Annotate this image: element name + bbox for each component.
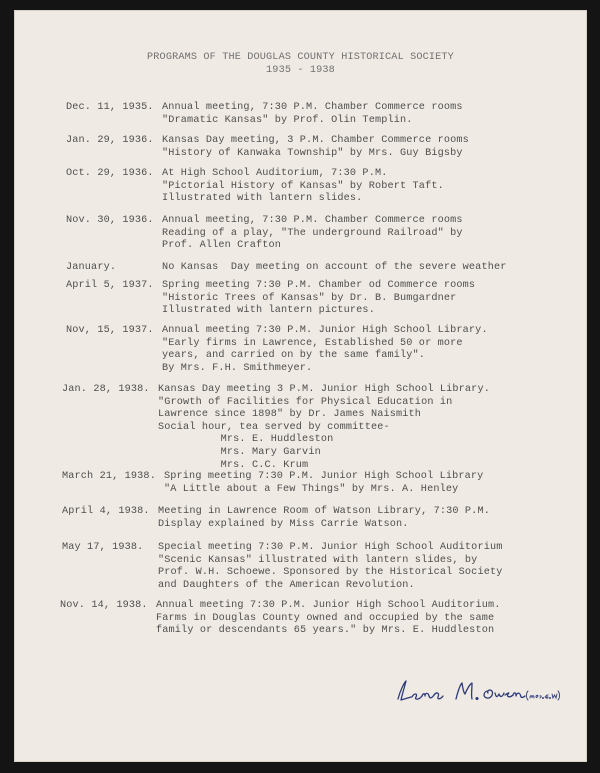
- entry-date: Jan. 28, 1938.: [62, 384, 150, 395]
- entry-line: Annual meeting, 7:30 P.M. Chamber Commerce rooms: [162, 215, 463, 226]
- entry-line: Prof. Allen Crafton: [162, 240, 282, 252]
- entry-line: family or descendants 65 years." by Mrs. E. Huddleston: [156, 625, 495, 637]
- entry-line: Illustrated with lantern pictures.: [162, 305, 375, 317]
- entry-line: "History of Kanwaka Township" by Mrs. Guy Bigsby: [162, 147, 463, 159]
- entry-date: January.: [66, 262, 117, 273]
- entry-date: Nov, 15, 1937.: [66, 325, 154, 336]
- program-entry: [66, 135, 469, 160]
- entry-date: Oct. 29, 1936.: [66, 168, 154, 179]
- entry-date: Nov. 14, 1938.: [60, 600, 148, 611]
- handwritten-signature: [392, 673, 562, 711]
- entry-date: Jan. 29, 1936.: [66, 135, 154, 146]
- entry-line: "Early firms in Lawrence, Established 50 or more: [162, 337, 463, 349]
- entry-line: Mrs. C.C. Krum: [158, 459, 309, 471]
- entry-line: "Growth of Facilities for Physical Education in: [158, 396, 453, 408]
- entry-line: Kansas Day meeting, 3 P.M. Chamber Commerce rooms: [162, 135, 469, 146]
- entry-line: Prof. W.H. Schoewe. Sponsored by the Historical Society: [158, 567, 503, 579]
- entry-line: "A Little about a Few Things" by Mrs. A. Henley: [164, 483, 459, 495]
- entry-line: No Kansas Day meeting on account of the severe weather: [162, 262, 507, 273]
- program-entry: [66, 325, 488, 375]
- entry-line: "Scenic Kansas" illustrated with lantern slides, by: [158, 554, 478, 566]
- entry-line: "Historic Trees of Kansas" by Dr. B. Bumgardner: [162, 292, 457, 304]
- entry-line: Reading of a play, "The underground Railroad" by: [162, 227, 463, 239]
- program-entry: [66, 102, 463, 127]
- entry-line: Annual meeting, 7:30 P.M. Chamber Commerce rooms: [162, 102, 463, 113]
- signature-icon: [392, 673, 562, 711]
- entry-line: Mrs. E. Huddleston: [158, 434, 334, 446]
- entry-line: years, and carried on by the same family".: [162, 350, 426, 362]
- entry-date: April 4, 1938.: [62, 506, 150, 517]
- entry-line: Farms in Douglas County owned and occupied by the same: [156, 612, 495, 624]
- program-entry: [66, 215, 463, 253]
- document-header: [14, 52, 587, 77]
- program-entry: [66, 262, 507, 275]
- entry-line: "Dramatic Kansas" by Prof. Olin Templin.: [162, 114, 413, 126]
- entry-date: Nov. 30, 1936.: [66, 215, 154, 226]
- document-page: [14, 10, 587, 762]
- program-entry: [66, 280, 475, 318]
- entry-line: Annual meeting 7:30 P.M. Junior High School Auditorium.: [156, 600, 501, 611]
- entry-line: By Mrs. F.H. Smithmeyer.: [162, 362, 313, 374]
- entry-line: Special meeting 7:30 P.M. Junior High School Auditorium: [158, 542, 503, 553]
- document-title: PROGRAMS OF THE DOUGLAS COUNTY HISTORICAL SOCIETY: [147, 52, 454, 63]
- entry-line: Kansas Day meeting 3 P.M. Junior High School Library.: [158, 384, 490, 395]
- entry-line: Meeting in Lawrence Room of Watson Library, 7:30 P.M.: [158, 506, 490, 517]
- program-entry: [62, 471, 483, 496]
- entry-line: Display explained by Miss Carrie Watson.: [158, 518, 409, 530]
- entry-date: Dec. 11, 1935.: [66, 102, 154, 113]
- entry-line: Annual meeting 7:30 P.M. Junior High School Library.: [162, 325, 488, 336]
- entry-line: Spring meeting 7:30 P.M. Chamber od Commerce rooms: [162, 280, 476, 291]
- document-years: 1935 - 1938: [266, 64, 335, 76]
- program-entry: [62, 542, 503, 592]
- entry-line: Social hour, tea served by committee-: [158, 421, 390, 433]
- program-entry: [62, 384, 490, 472]
- entry-line: Lawrence since 1898" by Dr. James Naismith: [158, 409, 422, 421]
- program-entry: [60, 600, 501, 638]
- entry-line: "Pictorial History of Kansas" by Robert Taft.: [162, 180, 444, 192]
- program-entry: [62, 506, 490, 531]
- entry-line: At High School Auditorium, 7:30 P.M.: [162, 168, 388, 179]
- entry-date: March 21, 1938.: [62, 471, 156, 482]
- entry-line: Mrs. Mary Garvin: [158, 446, 321, 458]
- entry-date: May 17, 1938.: [62, 542, 144, 553]
- entry-line: Illustrated with lantern slides.: [162, 193, 363, 205]
- program-entry: [66, 168, 444, 206]
- entry-date: April 5, 1937.: [66, 280, 154, 291]
- entry-line: Spring meeting 7:30 P.M. Junior High School Library: [164, 471, 484, 482]
- entry-line: and Daughters of the American Revolution.: [158, 579, 415, 591]
